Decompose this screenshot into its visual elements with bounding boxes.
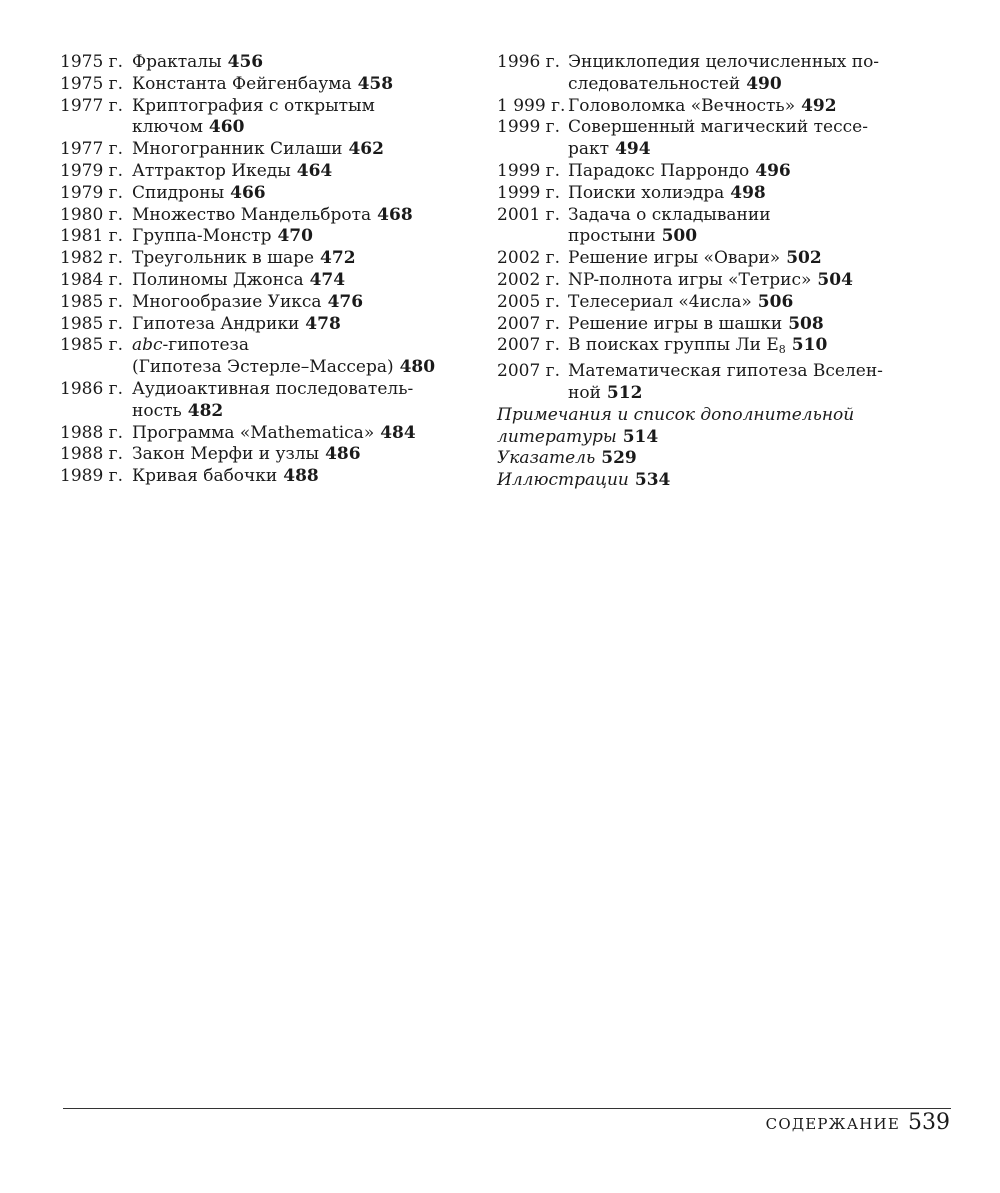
back-matter-title-line: Иллюстрации [497, 470, 629, 491]
entry-year: 1996 г. [497, 52, 560, 72]
entry-title-line: следовательностей [568, 73, 741, 94]
entry-title-line: Аудиоактивная последователь- [132, 378, 414, 399]
entry-title-line: Задача о складывании [568, 204, 771, 225]
entry-title: Закон Мерфи и узлы [132, 444, 320, 465]
entry-title: Решение игры в шашки [568, 313, 783, 334]
back-matter-page-number: 529 [601, 448, 637, 469]
back-matter-title-line: Указатель [497, 448, 596, 469]
entry-page-number: 470 [277, 226, 313, 247]
entry-page-number: 510 [791, 335, 828, 356]
entry-page-number: 456 [227, 52, 264, 72]
entry-title: Полиномы Джонса [132, 269, 304, 290]
entry-year: 2002 г. [497, 269, 560, 290]
entry-page-number: 466 [230, 182, 266, 203]
entry-title: Множество Мандельброта [132, 204, 372, 225]
entry-title: Программа «Mathematica» [132, 422, 375, 443]
entry-title: Константа Фейгенбаума [132, 73, 352, 94]
entry-title: Треугольник в шаре [132, 248, 315, 269]
entry-year: 1977 г. [60, 139, 123, 160]
entry-page-number: 464 [296, 160, 333, 181]
entry-year: 1988 г. [60, 444, 123, 465]
entry-page-number: 458 [357, 73, 394, 94]
entry-page-number: 474 [309, 269, 346, 290]
entry-title: Телесериал «4исла» [568, 291, 752, 312]
toc-entry[interactable] [60, 161, 480, 183]
toc-entry[interactable] [60, 466, 480, 488]
entry-page-number: 506 [757, 291, 794, 312]
entry-title-line: (Гипотеза Эстерле–Массера) [132, 357, 394, 378]
entry-page-number: 480 [399, 357, 436, 378]
entry-title-subscript: 8 [778, 343, 786, 357]
entry-year: 1986 г. [60, 378, 123, 399]
entry-page-number: 462 [348, 139, 384, 160]
back-matter-title-line: Примечания и список дополнительной [497, 404, 855, 425]
toc-entry[interactable] [497, 205, 897, 249]
entry-title-line: простыни [568, 226, 656, 247]
entry-title-line: ной [568, 382, 601, 403]
entry-page-number: 460 [208, 117, 245, 138]
entry-page-number: 472 [320, 248, 356, 269]
entry-year: 2007 г. [497, 313, 560, 334]
entry-year: 1985 г. [60, 313, 123, 334]
toc-entry[interactable] [60, 335, 480, 379]
entry-year: 1985 г. [60, 335, 123, 356]
entry-title: Фракталы [132, 52, 222, 72]
entry-title-italic-prefix: abc [132, 335, 163, 356]
toc-entry[interactable] [60, 96, 480, 140]
toc-right-column [497, 52, 897, 492]
entry-title-line: ракт [568, 139, 610, 160]
entry-page-number: 512 [606, 382, 643, 403]
entry-title: Головоломка «Вечность» [568, 95, 796, 116]
entry-year: 1975 г. [60, 52, 123, 72]
entry-title: Многообразие Уикса [132, 291, 322, 312]
entry-title-line: Криптография с открытым [132, 95, 375, 116]
entry-year: 1975 г. [60, 73, 123, 94]
back-matter-page-number: 534 [634, 470, 671, 491]
toc-entry[interactable] [60, 248, 480, 270]
entry-year: 1979 г. [60, 182, 123, 203]
entry-title: В поисках группы Ли E [568, 335, 779, 356]
entry-title: Поиски холиэдра [568, 182, 725, 203]
entry-year: 1981 г. [60, 226, 123, 247]
entry-year: 1999 г. [497, 117, 560, 138]
page-number: 539 [908, 1110, 950, 1135]
entry-page-number: 496 [755, 160, 791, 181]
entry-title-line: Энциклопедия целочисленных по- [568, 52, 880, 72]
entry-page-number: 500 [661, 226, 698, 247]
toc-entry[interactable] [497, 52, 897, 96]
toc-entry[interactable] [60, 379, 480, 423]
toc-entry[interactable] [60, 423, 480, 445]
toc-entry[interactable] [60, 314, 480, 336]
running-section-title: СОДЕРЖАНИЕ [765, 1115, 900, 1133]
entry-title-line: ключом [132, 117, 203, 138]
entry-title-line: Совершенный магический тессе- [568, 117, 868, 138]
toc-entry[interactable] [497, 292, 897, 314]
entry-page-number: 482 [187, 400, 224, 421]
entry-title: Парадокс Паррондо [568, 160, 750, 181]
toc-entry[interactable] [60, 270, 480, 292]
entry-title-line: -гипотеза [162, 335, 249, 356]
entry-page-number: 504 [817, 269, 853, 290]
entry-page-number: 498 [730, 182, 766, 203]
toc-entry[interactable] [497, 161, 897, 183]
entry-title: Кривая бабочки [132, 466, 278, 487]
toc-entry[interactable] [497, 335, 897, 361]
toc-entry[interactable] [60, 52, 480, 74]
entry-page-number: 478 [305, 313, 341, 334]
back-matter-page-number: 514 [622, 426, 659, 447]
entry-page-number: 484 [380, 422, 416, 443]
back-matter-entry[interactable] [497, 470, 897, 492]
entry-year: 1999 г. [497, 182, 560, 203]
entry-page-number: 502 [786, 248, 822, 269]
entry-title: Группа-Монстр [132, 226, 272, 247]
toc-entry[interactable] [497, 248, 897, 270]
toc-entry[interactable] [60, 226, 480, 248]
entry-title: Спидроны [132, 182, 225, 203]
entry-title: NP-полнота игры «Тетрис» [568, 269, 812, 290]
footer-rule [63, 1108, 951, 1109]
toc-entry[interactable] [60, 205, 480, 227]
page-footer [766, 1110, 950, 1135]
entry-page-number: 508 [788, 313, 824, 334]
entry-title-line: ность [132, 400, 182, 421]
toc-entry[interactable] [60, 183, 480, 205]
toc-entry[interactable] [60, 139, 480, 161]
toc-entry[interactable] [497, 314, 897, 336]
entry-year: 1984 г. [60, 269, 123, 290]
entry-page-number: 494 [615, 139, 651, 160]
back-matter-title-line: литературы [497, 426, 617, 447]
toc-entry[interactable] [497, 270, 897, 292]
entry-title: Гипотеза Андрики [132, 313, 300, 334]
entry-year: 2005 г. [497, 291, 560, 312]
entry-page-number: 476 [327, 291, 364, 312]
entry-year: 1989 г. [60, 466, 123, 487]
entry-year: 2007 г. [497, 335, 560, 356]
entry-year: 1985 г. [60, 291, 123, 312]
entry-year: 1988 г. [60, 422, 123, 443]
back-matter-entry[interactable] [497, 405, 897, 449]
toc-entry[interactable] [60, 74, 480, 96]
entry-year: 1977 г. [60, 95, 123, 116]
toc-entry[interactable] [497, 96, 897, 118]
entry-page-number: 492 [801, 95, 837, 116]
toc-entry[interactable] [60, 292, 480, 314]
toc-left-column [60, 52, 480, 488]
toc-entry[interactable] [497, 183, 897, 205]
toc-entry[interactable] [497, 361, 897, 405]
entry-title: Решение игры «Овари» [568, 248, 781, 269]
entry-year: 1 999 г. [497, 95, 566, 116]
entry-title-line: Математическая гипотеза Вселен- [568, 361, 883, 382]
entry-page-number: 488 [283, 466, 319, 487]
entry-page-number: 468 [377, 204, 413, 225]
entry-page-number: 486 [325, 444, 361, 465]
entry-year: 1979 г. [60, 160, 123, 181]
back-matter-entry[interactable] [497, 448, 897, 470]
entry-year: 2001 г. [497, 204, 560, 225]
entry-title: Многогранник Силаши [132, 139, 343, 160]
toc-entry[interactable] [497, 117, 897, 161]
toc-entry[interactable] [60, 444, 480, 466]
entry-title: Аттрактор Икеды [132, 160, 291, 181]
entry-year: 1982 г. [60, 248, 123, 269]
entry-year: 1980 г. [60, 204, 123, 225]
entry-year: 2002 г. [497, 248, 560, 269]
entry-year: 2007 г. [497, 361, 560, 382]
entry-page-number: 490 [746, 73, 782, 94]
entry-year: 1999 г. [497, 160, 560, 181]
